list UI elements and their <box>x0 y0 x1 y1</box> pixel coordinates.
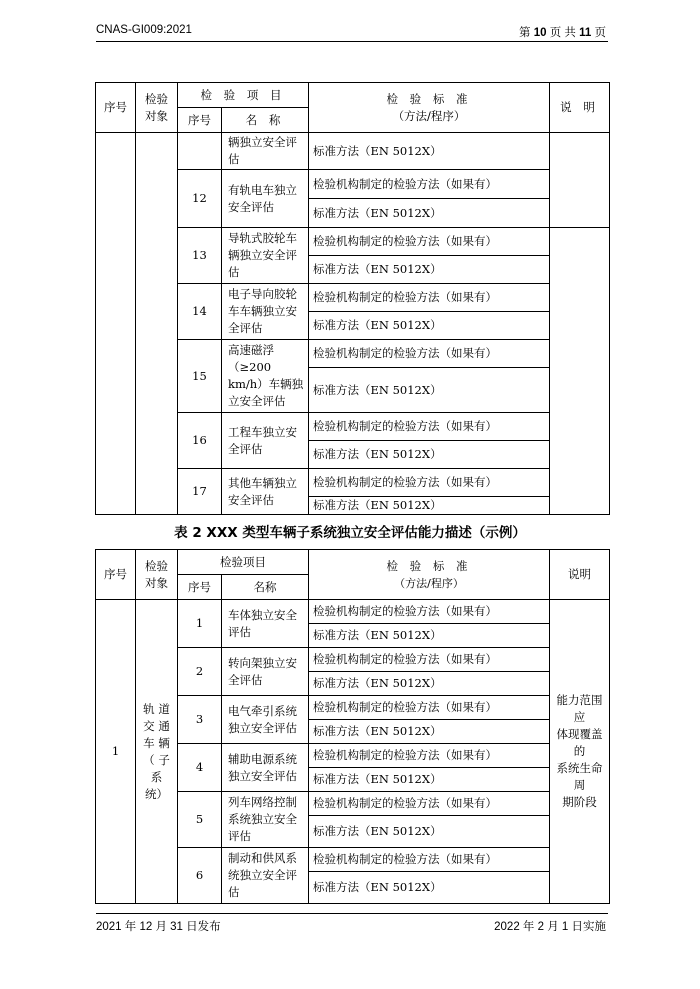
item-seq-cell: 13 <box>178 228 222 284</box>
note-line: 系统生命周 <box>556 761 603 792</box>
method-cell: 标准方法（EN 5012X） <box>309 441 550 469</box>
method-cell: 标准方法（EN 5012X） <box>309 199 550 228</box>
note-cell-empty <box>550 228 610 515</box>
method-cell: 检验机构制定的检验方法（如果有） <box>309 469 550 497</box>
header-standard <box>309 83 550 133</box>
header-standard-sub: （方法/程序） <box>394 576 464 590</box>
item-seq-cell <box>178 133 222 170</box>
publish-date: 2021 年 12 月 31 日发布 <box>96 921 221 933</box>
header-item-name: 名 称 <box>222 108 309 133</box>
header-seq: 序号 <box>96 550 136 600</box>
table-2-caption: 表 2 XXX 类型车辆子系统独立安全评估能力描述（示例） <box>174 525 526 541</box>
header-seq: 序号 <box>96 83 136 133</box>
page-number: 10 <box>533 27 547 39</box>
method-cell: 检验机构制定的检验方法（如果有） <box>309 744 550 768</box>
page-suffix: 页 <box>594 27 606 39</box>
item-name-cell: 列车网络控制系统独立安全评估 <box>222 792 309 848</box>
header-standard <box>309 550 550 600</box>
header-item-group: 检 验 项 目 <box>178 83 309 108</box>
method-cell: 标准方法（EN 5012X） <box>309 672 550 696</box>
header-object-line1: 检验 <box>145 91 168 106</box>
method-cell: 标准方法（EN 5012X） <box>309 768 550 792</box>
item-name-cell: 辆独立安全评估 <box>222 133 309 170</box>
header-standard-sub: （方法/程序） <box>392 108 466 123</box>
method-cell: 检验机构制定的检验方法（如果有） <box>309 696 550 720</box>
item-seq-cell: 15 <box>178 340 222 413</box>
implement-date: 2022 年 2 月 1 日实施 <box>494 921 606 933</box>
item-name-cell: 转向架独立安全评估 <box>222 648 309 696</box>
method-cell: 检验机构制定的检验方法（如果有） <box>309 284 550 312</box>
header-item-name: 名称 <box>222 575 309 600</box>
header-standard-title: 检 验 标 准 <box>386 91 472 106</box>
object-cell <box>136 600 178 904</box>
item-name-cell: 工程车独立安全评估 <box>222 413 309 469</box>
item-name-cell: 电气牵引系统独立安全评估 <box>222 696 309 744</box>
header-item-group: 检验项目 <box>178 550 309 575</box>
document-code: CNAS-GI009:2021 <box>96 24 192 36</box>
header-object <box>136 83 178 133</box>
item-seq-cell: 4 <box>178 744 222 792</box>
page-indicator <box>519 24 606 40</box>
method-cell: 标准方法（EN 5012X） <box>309 816 550 848</box>
header-note: 说 明 <box>550 83 610 133</box>
header-note: 说明 <box>550 550 610 600</box>
method-cell: 检验机构制定的检验方法（如果有） <box>309 413 550 441</box>
item-name-cell: 电子导向胶轮车车辆独立安全评估 <box>222 284 309 340</box>
item-name-cell: 其他车辆独立安全评估 <box>222 469 309 515</box>
page-mid: 页 共 <box>549 27 576 39</box>
footer-rule <box>96 913 608 914</box>
method-cell: 标准方法（EN 5012X） <box>309 720 550 744</box>
method-cell: 检验机构制定的检验方法（如果有） <box>309 340 550 368</box>
method-cell: 标准方法（EN 5012X） <box>309 368 550 413</box>
note-line: 能力范围应 <box>556 693 603 724</box>
header-rule <box>96 41 608 42</box>
method-cell: 检验机构制定的检验方法（如果有） <box>309 600 550 624</box>
method-cell: 标准方法（EN 5012X） <box>309 497 550 515</box>
item-seq-cell: 3 <box>178 696 222 744</box>
method-cell: 标准方法（EN 5012X） <box>309 872 550 904</box>
item-name-cell: 制动和供风系统独立安全评估 <box>222 848 309 904</box>
note-line: 期阶段 <box>562 795 597 809</box>
table-2 <box>95 549 610 904</box>
object-line: 交 通 <box>143 718 170 733</box>
method-cell: 检验机构制定的检验方法（如果有） <box>309 848 550 872</box>
method-cell: 标准方法（EN 5012X） <box>309 133 550 170</box>
item-seq-cell: 6 <box>178 848 222 904</box>
method-cell: 检验机构制定的检验方法（如果有） <box>309 648 550 672</box>
method-cell: 标准方法（EN 5012X） <box>309 624 550 648</box>
page-total: 11 <box>579 27 592 39</box>
object-line: 系 <box>150 769 163 784</box>
header-item-seq: 序号 <box>178 108 222 133</box>
item-seq-cell: 1 <box>178 600 222 648</box>
item-seq-cell: 5 <box>178 792 222 848</box>
header-item-seq: 序号 <box>178 575 222 600</box>
object-line: 轨 道 <box>143 701 170 716</box>
object-line: 统） <box>145 786 168 801</box>
object-line: 车 辆 <box>143 735 170 750</box>
item-name-cell: 有轨电车独立安全评估 <box>222 170 309 228</box>
method-cell: 检验机构制定的检验方法（如果有） <box>309 228 550 256</box>
item-name-cell: 辅助电源系统独立安全评估 <box>222 744 309 792</box>
header-object-line2: 对象 <box>145 108 168 123</box>
method-cell: 检验机构制定的检验方法（如果有） <box>309 792 550 816</box>
item-name-cell: 高速磁浮（≥200 km/h）车辆独立安全评估 <box>222 340 309 413</box>
header-object <box>136 550 178 600</box>
method-cell: 标准方法（EN 5012X） <box>309 312 550 340</box>
note-cell <box>550 600 610 904</box>
method-cell: 标准方法（EN 5012X） <box>309 256 550 284</box>
header-object-line2: 对象 <box>145 575 168 590</box>
method-cell: 检验机构制定的检验方法（如果有） <box>309 170 550 199</box>
page-prefix: 第 <box>519 27 531 39</box>
item-seq-cell: 14 <box>178 284 222 340</box>
item-name-cell: 车体独立安全评估 <box>222 600 309 648</box>
object-cell-empty <box>136 133 178 515</box>
seq-cell-empty <box>96 133 136 515</box>
item-name-cell: 导轨式胶轮车辆独立安全评估 <box>222 228 309 284</box>
header-object-line1: 检验 <box>145 558 168 573</box>
item-seq-cell: 12 <box>178 170 222 228</box>
item-seq-cell: 16 <box>178 413 222 469</box>
object-line: （ 子 <box>143 752 170 767</box>
item-seq-cell: 2 <box>178 648 222 696</box>
item-seq-cell: 17 <box>178 469 222 515</box>
table-1 <box>95 82 610 515</box>
note-cell-empty <box>550 133 610 228</box>
seq-cell: 1 <box>96 600 136 904</box>
header-standard-title: 检 验 标 准 <box>386 558 472 573</box>
note-line: 体现覆盖的 <box>556 727 603 758</box>
